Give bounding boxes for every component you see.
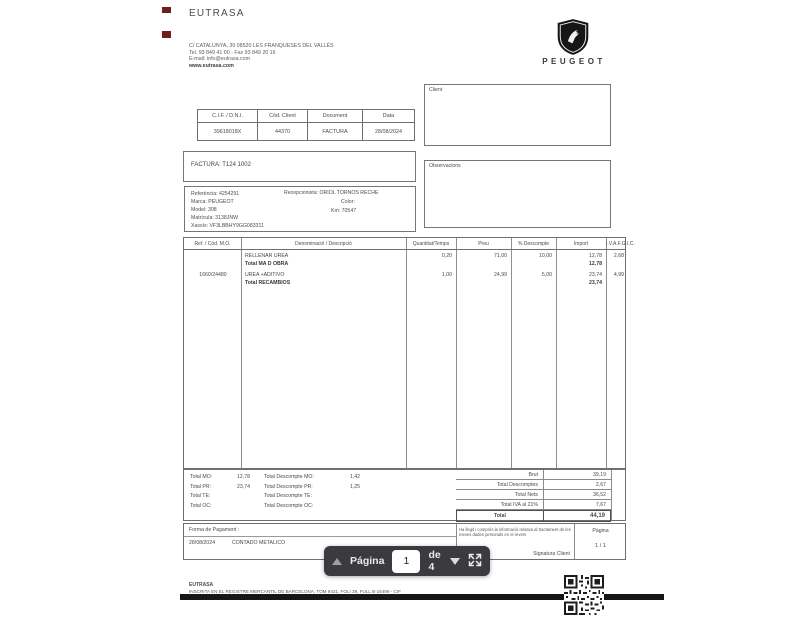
nets-value: 36,52	[593, 492, 606, 498]
doc-page-value: 1 / 1	[595, 543, 606, 549]
company-address-line: C/ CATALUNYA, 39 08520 LES FRANQUESES DEL VALLÈS	[189, 43, 334, 49]
total-desc-oc-label: Total Descompte OC:	[264, 502, 314, 509]
header-document-label: Document	[308, 110, 363, 122]
company-phone-fax: Tel. 93 849 41 00 - Fax 93 849 20 16	[189, 49, 276, 56]
brut-label: Brut	[456, 470, 544, 479]
totals-right-row	[456, 480, 611, 490]
item-desc: UREA +ADITIVO	[245, 272, 285, 278]
nets-label: Total Nets	[456, 490, 544, 499]
item-amount: 23,74	[589, 272, 602, 278]
totals-band	[183, 469, 626, 521]
footer-registry-line: INSCRITA EN EL REGISTRE MERCANTIL DE BARCELONA, TOM 9431, FOLI 39, FULL B-16499 - CIF	[189, 589, 401, 594]
col-desc-header: Denominació / Descripció	[295, 241, 352, 247]
total-desc-oc-value	[330, 503, 360, 509]
total-desc-mo-label: Total Descompte MO:	[264, 474, 314, 480]
item-vat: 4,99	[613, 272, 624, 278]
totals-left-row	[190, 474, 360, 480]
vehicle-referencia: Referència: 4254291	[191, 191, 240, 197]
totals-left-row	[190, 493, 360, 499]
total-oc-label: Total OC:	[190, 502, 212, 509]
page-label: Página	[350, 555, 385, 567]
vehicle-info-box	[184, 186, 416, 232]
observations-box	[424, 160, 611, 228]
col-discount-header: % Descompte	[517, 241, 550, 247]
signature-label: Signatura Client	[533, 551, 570, 557]
item-discount: 5,00	[541, 272, 552, 278]
vehicle-km: Km: 70547	[331, 208, 357, 214]
company-address	[189, 43, 334, 69]
header-date-value: 28/08/2024	[375, 128, 402, 135]
header-document-value: FACTURA	[308, 123, 363, 140]
brand-wordmark: PEUGEOT	[542, 57, 606, 66]
pagination-toolbar	[324, 546, 490, 576]
privacy-statement: Ha llegit i comprès la informació relativa al tractament de les meves dades personals en el revers	[459, 527, 571, 538]
header-cif-label: C.I.F. / D.N.I.	[198, 110, 258, 122]
grand-total-value: 44,19	[589, 513, 605, 519]
vehicle-marca: Marca: PEUGEOT	[191, 199, 234, 205]
line-items-table	[183, 237, 635, 469]
totals-right-row	[456, 470, 611, 480]
totals-right-block	[456, 470, 611, 522]
header-date-label: Data	[382, 113, 395, 119]
item-price: 71,00	[494, 253, 507, 259]
item-discount: 10,00	[539, 253, 552, 259]
header-client-label: Cód. Client	[258, 110, 308, 122]
client-box	[424, 84, 611, 146]
company-website: www.eutrasa.com	[189, 62, 234, 69]
item-qty: 0,20	[441, 253, 452, 259]
items-table-header-row	[184, 238, 635, 250]
header-client-value: 44370	[258, 123, 308, 140]
item-desc: RELLENAR UREA	[245, 253, 289, 259]
previous-page-button[interactable]	[332, 558, 342, 565]
next-page-button[interactable]	[450, 558, 460, 565]
totals-right-row	[456, 500, 611, 510]
totals-right-row	[456, 490, 611, 500]
header-cif-value: 39618018X	[198, 123, 258, 140]
factura-number: FACTURA: T124 1002	[191, 162, 251, 168]
total-desc-pr-label: Total Descompte PR:	[264, 483, 313, 490]
payment-title: Forma de Pagament :	[189, 527, 240, 533]
brut-value: 39,19	[593, 472, 606, 478]
item-ref: 1660/24480	[199, 272, 227, 278]
total-te-label: Total TE:	[190, 493, 211, 499]
company-email: E-mail: info@eutrasa.com	[189, 56, 251, 63]
vehicle-color: Color:	[341, 199, 355, 205]
total-desc-te-label: Total Descompte TE:	[264, 493, 313, 499]
total-mo-value: 12,78	[237, 474, 250, 480]
total-mo-label: Total MO:	[190, 474, 213, 480]
payment-title-rule	[184, 536, 456, 537]
item-vat: 2,68	[613, 253, 624, 259]
grand-total-label: Total	[457, 511, 544, 521]
total-te-value	[224, 493, 250, 499]
table-column-divider	[241, 238, 242, 468]
total-desc-te-value	[330, 493, 360, 499]
total-pr-label: Total PR:	[190, 483, 212, 490]
iva-label: Total IVA al 21%	[456, 500, 544, 509]
iva-value: 7,67	[595, 502, 606, 508]
col-qty-header: Quantitat/Temps	[412, 241, 450, 247]
col-vat-header: I.V.A.F.G.I.C.	[606, 241, 635, 247]
vehicle-left-column	[191, 190, 264, 230]
vehicle-model: Model: 308	[191, 207, 217, 213]
header-table-header-row	[198, 110, 414, 123]
payment-method: CONTADO METALICO	[232, 540, 286, 546]
descomptes-value: 2,67	[595, 482, 606, 488]
invoice-header-table	[197, 109, 415, 141]
doc-page-label: Pàgina	[592, 528, 609, 534]
observations-box-label: Observacions	[429, 163, 461, 169]
descomptes-label: Total Descomptes	[456, 480, 544, 489]
col-amount-header: Import	[573, 241, 589, 247]
item-group-total-label: Total RECAMBIOS	[245, 280, 291, 286]
total-desc-mo-value: 1,42	[349, 474, 360, 480]
header-table-value-row	[198, 123, 414, 140]
fullscreen-button[interactable]	[468, 554, 482, 569]
factura-number-box	[183, 151, 416, 182]
item-qty: 1,00	[441, 272, 452, 278]
payment-date: 28/08/2024	[189, 540, 215, 546]
total-pr-value: 23,74	[237, 483, 250, 490]
total-oc-value	[224, 503, 250, 509]
item-amount: 12,78	[589, 253, 602, 259]
table-column-divider	[611, 470, 612, 520]
col-ref-header: Ref. / Cód. M.O.	[194, 241, 231, 247]
item-group-total-label: Total MA D OBRA	[245, 261, 289, 267]
company-name: EUTRASA	[189, 8, 245, 19]
fullscreen-icon	[468, 553, 482, 570]
totals-left-row	[190, 503, 360, 509]
peugeot-shield-icon	[556, 18, 590, 56]
item-group-total-amount: 23,74	[589, 280, 602, 286]
item-price: 24,99	[494, 272, 507, 278]
item-group-total-amount: 12,78	[589, 261, 602, 267]
vehicle-xassis: Xassís: VF3LBBHY9GG083311	[191, 223, 264, 229]
total-desc-pr-value: 1,25	[349, 483, 360, 490]
page-number-input[interactable]	[392, 550, 420, 573]
page-total-label: de 4	[428, 549, 441, 573]
totals-left-row	[190, 484, 360, 490]
footer-company-name: EUTRASA	[189, 582, 214, 588]
vehicle-recepcionista: Recepcionista: ORIOL TORNOS RECHE	[284, 190, 379, 196]
registration-mark	[162, 7, 171, 13]
grand-total-row	[456, 510, 611, 522]
vehicle-matricula: Matrícula: 3138JNW	[191, 215, 238, 221]
registration-mark	[162, 31, 171, 38]
qr-code	[564, 575, 604, 615]
col-price-header: Preu	[478, 241, 489, 247]
client-box-label: Client	[429, 87, 443, 93]
